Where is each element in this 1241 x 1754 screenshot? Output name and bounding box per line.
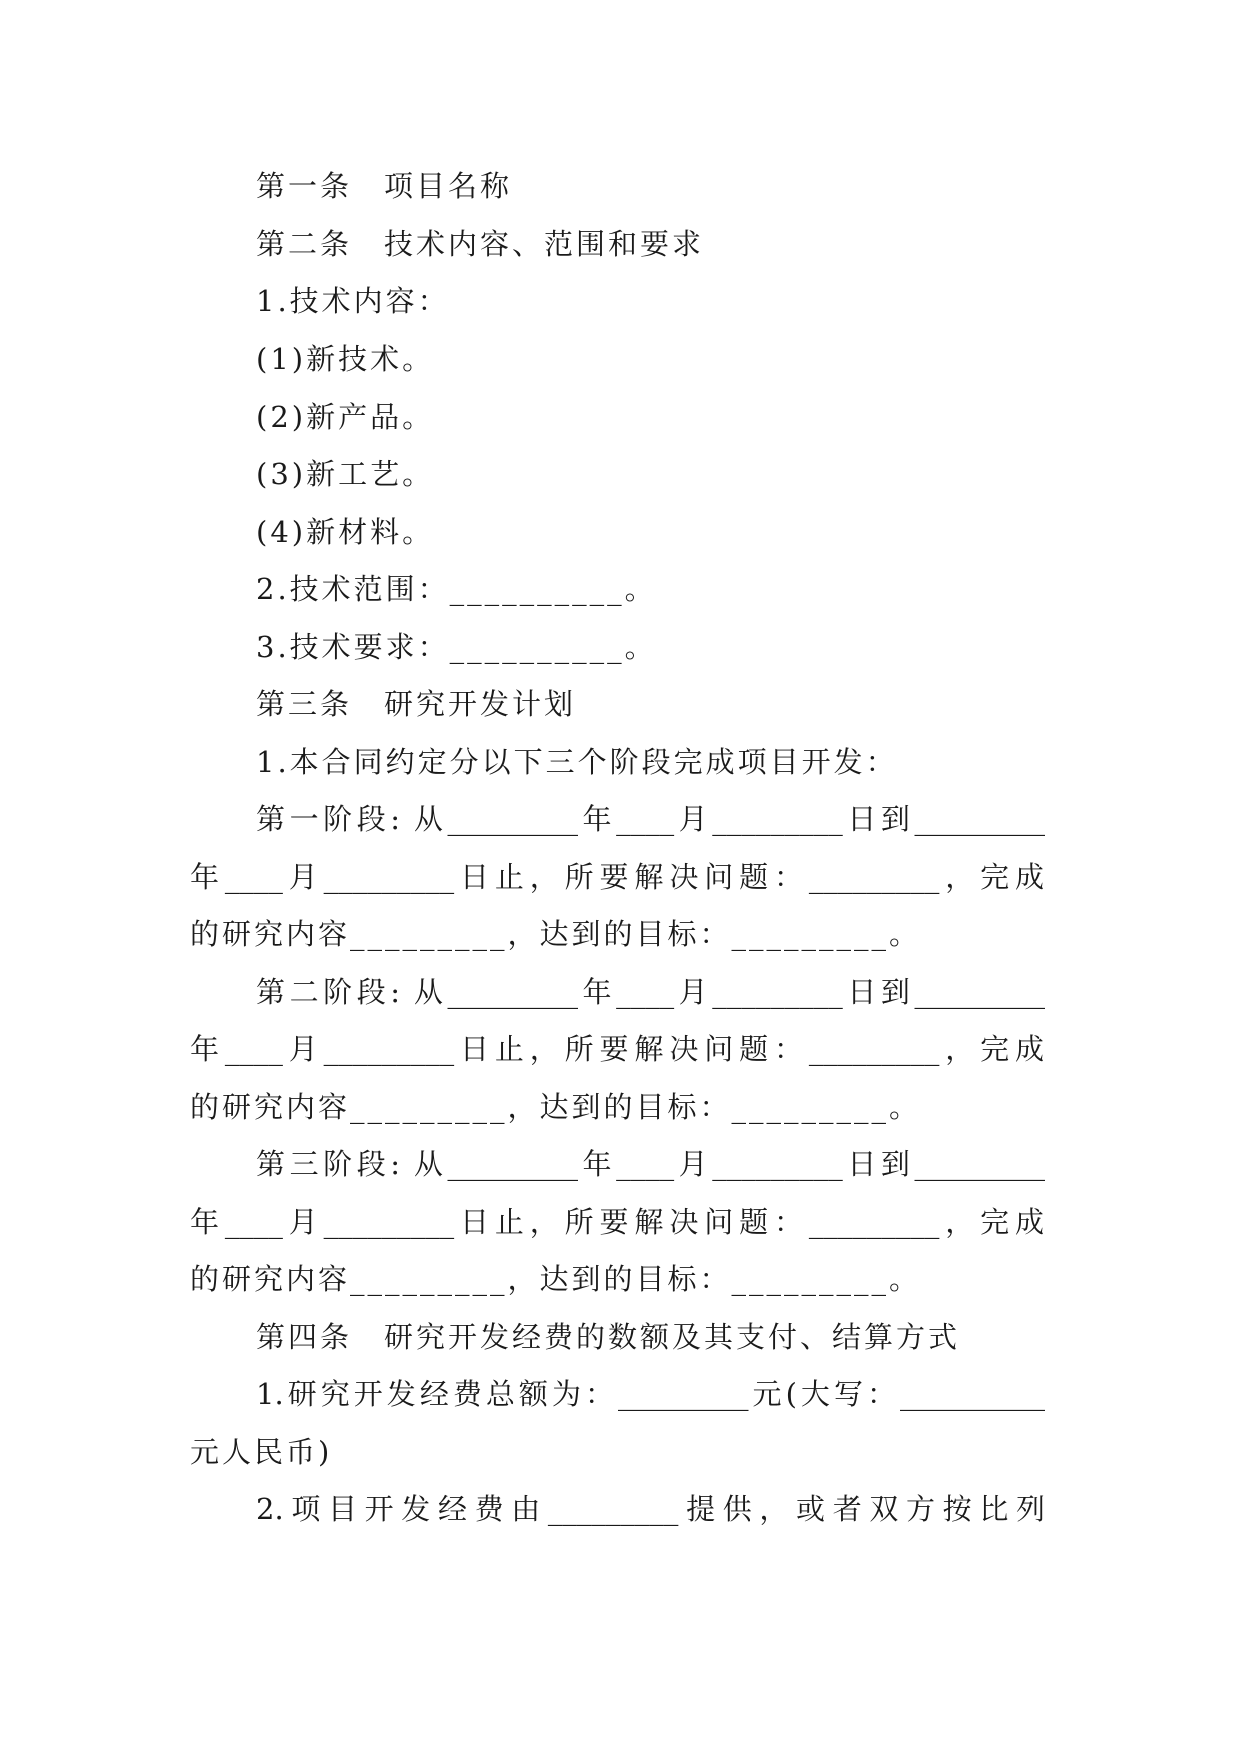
article-3-heading: 第三条 研究开发计划: [256, 687, 577, 721]
tech-scope-line: 2.技术范围：__________。: [256, 572, 657, 606]
list-item: (4)新材料。: [256, 515, 435, 549]
article-4-heading: 第四条 研究开发经费的数额及其支付、结算方式: [256, 1320, 961, 1354]
stage-1-line: 的研究内容_________，达到的目标：_________。: [190, 917, 922, 951]
article-2-heading: 第二条 技术内容、范围和要求: [256, 227, 705, 261]
total-fund-line: 元人民币): [190, 1435, 333, 1469]
stage-3-line: 年____月_________日止，所要解决问题：_________，完成: [190, 1205, 1044, 1239]
stage-2-line: 第二阶段: 从_________年____月_________日到_________: [256, 975, 1045, 1009]
article-1-heading: 第一条 项目名称: [256, 169, 513, 203]
stage-3-line: 第三阶段: 从_________年____月_________日到_________: [256, 1147, 1045, 1181]
tech-requirements-line: 3.技术要求：__________。: [256, 630, 657, 664]
stage-1-line: 第一阶段: 从_________年____月_________日到_________: [256, 802, 1045, 836]
list-item: (2)新产品。: [256, 400, 435, 434]
stage-3-line: 的研究内容_________，达到的目标：_________。: [190, 1262, 922, 1296]
stage-1-line: 年____月_________日止，所要解决问题：_________，完成: [190, 860, 1044, 894]
list-item: (1)新技术。: [256, 342, 435, 376]
stage-2-line: 的研究内容_________，达到的目标：_________。: [190, 1090, 922, 1124]
tech-content-heading: 1.技术内容：: [256, 284, 450, 318]
fund-source-line: 2.项目开发经费由_________提供，或者双方按比列: [256, 1492, 1045, 1526]
list-item: (3)新工艺。: [256, 457, 435, 491]
total-fund-line: 1.研究开发经费总额为：_________元(大写：__________: [256, 1377, 1045, 1411]
stage-2-line: 年____月_________日止，所要解决问题：_________，完成: [190, 1032, 1044, 1066]
stages-intro: 1.本合同约定分以下三个阶段完成项目开发：: [256, 745, 898, 779]
